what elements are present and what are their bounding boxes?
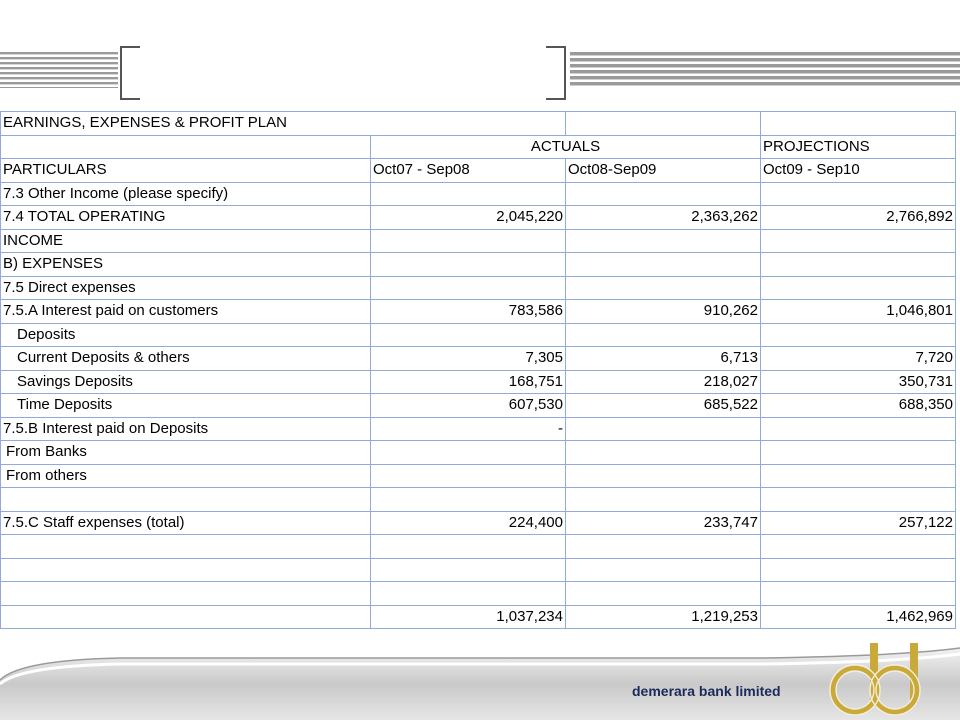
db-logo-icon [815,635,935,720]
row-value: 1,046,801 [761,300,956,324]
row-value: 6,713 [566,347,761,371]
table-row [1,417,956,441]
row-value: 1,219,253 [566,605,761,629]
row-value [566,182,761,206]
row-value: 2,766,892 [761,206,956,230]
table-row [1,464,956,488]
row-label [1,582,371,606]
row-value [566,417,761,441]
table-row [1,253,956,277]
table-row [1,370,956,394]
table-row [1,558,956,582]
row-value [566,253,761,277]
row-value: 685,522 [566,394,761,418]
table-cell [566,112,761,136]
row-value [761,182,956,206]
table-row [1,535,956,559]
row-value: 168,751 [371,370,566,394]
table-header-row [1,159,956,183]
row-value: 224,400 [371,511,566,535]
row-value [371,464,566,488]
row-label [1,605,371,629]
row-value [566,488,761,512]
row-value [761,229,956,253]
row-value [566,323,761,347]
row-label [1,488,371,512]
header-particulars: PARTICULARS [1,159,371,183]
row-value: 7,305 [371,347,566,371]
row-value [371,323,566,347]
row-value [371,535,566,559]
row-label: Time Deposits [1,394,371,418]
row-value [371,558,566,582]
row-value: 910,262 [566,300,761,324]
table-cell [1,135,371,159]
header-bracket-left [120,46,140,100]
actuals-label: ACTUALS [371,135,761,159]
header-period-1: Oct07 - Sep08 [371,159,566,183]
brand-name: demerara bank limited [632,683,781,699]
table-row [1,323,956,347]
table-row [1,347,956,371]
row-value: 2,363,262 [566,206,761,230]
row-label: Savings Deposits [1,370,371,394]
row-value [761,582,956,606]
row-value [761,253,956,277]
row-value [566,535,761,559]
table-row [1,441,956,465]
row-value [371,182,566,206]
row-value: 7,720 [761,347,956,371]
row-value: 1,037,234 [371,605,566,629]
row-value [761,488,956,512]
header-stripes-right [570,52,960,88]
row-value: 783,586 [371,300,566,324]
table-row [1,182,956,206]
row-value: 218,027 [566,370,761,394]
row-value [566,276,761,300]
row-value: 2,045,220 [371,206,566,230]
row-value [371,229,566,253]
row-value [371,253,566,277]
header-stripes-left [0,52,118,88]
table-row [1,582,956,606]
row-value [371,582,566,606]
row-label: 7.4 TOTAL OPERATING [1,206,371,230]
row-value [371,276,566,300]
table-row [1,300,956,324]
row-value [566,464,761,488]
table-row [1,488,956,512]
row-value [566,582,761,606]
row-value [761,535,956,559]
row-value: 688,350 [761,394,956,418]
table-row [1,206,956,230]
row-label [1,558,371,582]
row-value: 607,530 [371,394,566,418]
row-label: From Banks [1,441,371,465]
row-label: Deposits [1,323,371,347]
row-value [371,488,566,512]
row-value [761,323,956,347]
projections-label: PROJECTIONS [761,135,956,159]
row-label: 7.5.B Interest paid on Deposits [1,417,371,441]
row-label: INCOME [1,229,371,253]
row-label: 7.5.C Staff expenses (total) [1,511,371,535]
row-label: 7.3 Other Income (please specify) [1,182,371,206]
row-value: 257,122 [761,511,956,535]
table-group-row [1,135,956,159]
row-value: - [371,417,566,441]
header-period-3: Oct09 - Sep10 [761,159,956,183]
row-value [761,558,956,582]
table-row [1,276,956,300]
row-value [566,441,761,465]
row-value: 233,747 [566,511,761,535]
earnings-plan-table [0,111,956,629]
table-cell [761,112,956,136]
table-title-row [1,112,956,136]
row-value: 1,462,969 [761,605,956,629]
row-label: B) EXPENSES [1,253,371,277]
row-value [761,417,956,441]
table-title: EARNINGS, EXPENSES & PROFIT PLAN [1,112,566,136]
row-label: 7.5 Direct expenses [1,276,371,300]
table-row [1,511,956,535]
row-value [761,464,956,488]
row-label: 7.5.A Interest paid on customers [1,300,371,324]
row-label [1,535,371,559]
row-value [566,229,761,253]
row-label: Current Deposits & others [1,347,371,371]
row-value [566,558,761,582]
row-label: From others [1,464,371,488]
table-row [1,394,956,418]
row-value: 350,731 [761,370,956,394]
table-row [1,229,956,253]
header-period-2: Oct08-Sep09 [566,159,761,183]
table-row [1,605,956,629]
row-value [761,441,956,465]
header-bracket-right [546,46,566,100]
row-value [371,441,566,465]
row-value [761,276,956,300]
